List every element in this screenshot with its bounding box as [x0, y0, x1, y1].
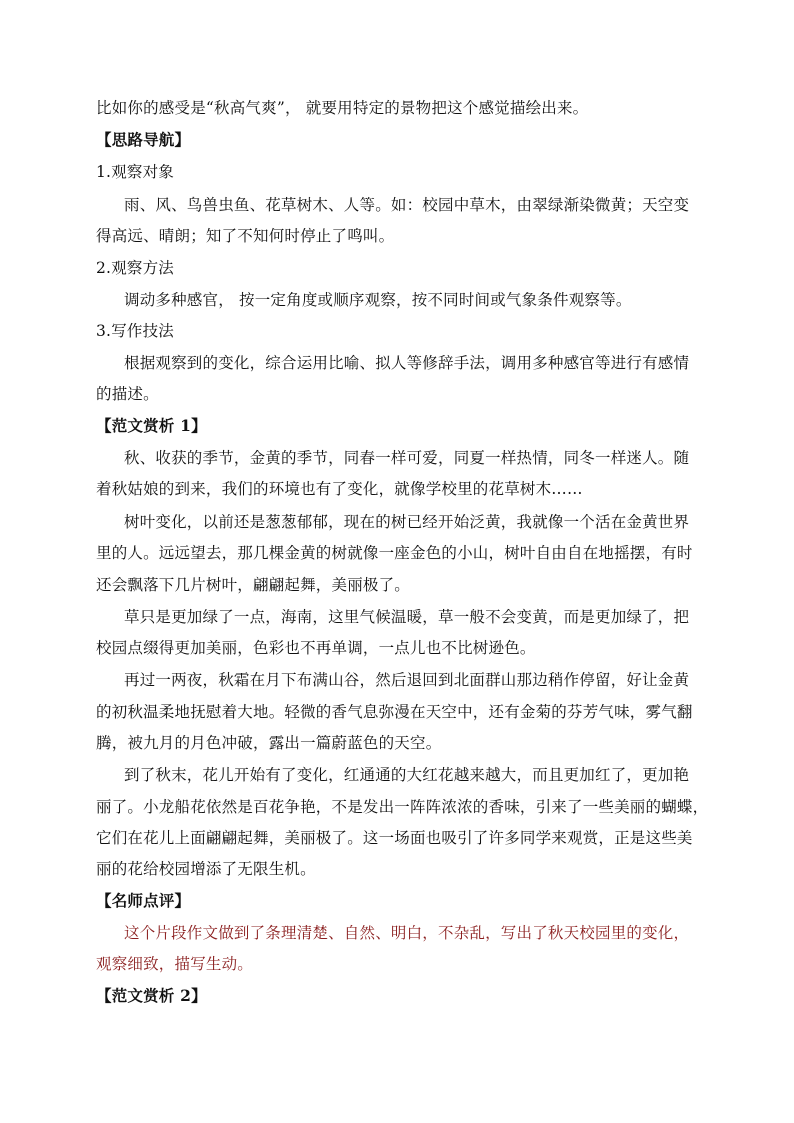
section-3-title: 3.写作技法 — [96, 322, 174, 340]
essay-1-paragraph-3-line-1: 草只是更加绿了一点，海南，这里气候温暖，草一般不会变黄，而是更加绿了，把 — [124, 608, 690, 626]
heading-teacher-comment: 【名师点评】 — [96, 891, 191, 910]
heading-sample-essay-1: 【范文赏析 1】 — [96, 416, 207, 435]
essay-1-paragraph-2-line-1: 树叶变化，以前还是葱葱郁郁，现在的树已经开始泛黄，我就像一个活在金黄世界 — [124, 513, 690, 531]
essay-1-paragraph-5-line-2: 丽了。小龙船花依然是百花争艳，不是发出一阵阵浓浓的香味，引来了一些美丽的蝴蝶， — [96, 798, 709, 816]
essay-1-paragraph-5-line-4: 丽的花给校园增添了无限生机。 — [96, 860, 316, 878]
section-2-paragraph-line-1: 调动多种感官， 按一定角度或顺序观察，按不同时间或气象条件观察等。 — [124, 291, 632, 309]
heading-thinking-guide: 【思路导航】 — [96, 130, 191, 149]
essay-1-paragraph-5-line-1: 到了秋末，花儿开始有了变化，红通通的大红花越来越大，而且更加红了，更加艳 — [124, 766, 690, 784]
essay-1-paragraph-1-line-1: 秋、收获的季节，金黄的季节，同春一样可爱，同夏一样热情，同冬一样迷人。随 — [124, 449, 690, 467]
section-3-paragraph-line-1: 根据观察到的变化，综合运用比喻、拟人等修辞手法，调用多种感官等进行有感情 — [124, 354, 690, 372]
section-3-paragraph-line-2: 的描述。 — [96, 385, 159, 403]
essay-1-paragraph-3-line-2: 校园点缀得更加美丽，色彩也不再单调，一点儿也不比树逊色。 — [96, 639, 536, 657]
section-1-paragraph-line-1: 雨、风、鸟兽虫鱼、花草树木、人等。如：校园中草木，由翠绿渐染微黄；天空变 — [124, 196, 690, 214]
essay-1-paragraph-5-line-3: 它们在花儿上面翩翩起舞，美丽极了。这一场面也吸引了许多同学来观赏，正是这些美 — [96, 829, 693, 847]
heading-sample-essay-2: 【范文赏析 2】 — [96, 986, 207, 1005]
section-2-title: 2.观察方法 — [96, 259, 174, 277]
essay-1-paragraph-2-line-2: 里的人。远远望去，那几棵金黄的树就像一座金色的小山，树叶自由自在地摇摆，有时 — [96, 544, 693, 562]
essay-1-paragraph-2-line-3: 还会飘落下几片树叶，翩翩起舞，美丽极了。 — [96, 576, 411, 594]
teacher-comment-line-2: 观察细致，描写生动。 — [96, 955, 254, 973]
essay-1-paragraph-4-line-2: 的初秋温柔地抚慰着大地。轻微的香气息弥漫在天空中，还有金菊的芬芳气味，雾气翻 — [96, 703, 693, 721]
section-1-title: 1.观察对象 — [96, 163, 174, 181]
intro-line: 比如你的感受是“秋高气爽”， 就要用特定的景物把这个感觉描绘出来。 — [96, 99, 589, 117]
essay-1-paragraph-4-line-3: 腾，被九月的月色冲破，露出一篇蔚蓝色的天空。 — [96, 734, 442, 752]
section-1-paragraph-line-2: 得高远、晴朗；知了不知何时停止了鸣叫。 — [96, 227, 395, 245]
teacher-comment-line-1: 这个片段作文做到了条理清楚、自然、明白，不杂乱，写出了秋天校园里的变化， — [124, 924, 690, 942]
essay-1-paragraph-1-line-2: 着秋姑娘的到来，我们的环境也有了变化，就像学校里的花草树木…… — [96, 480, 583, 498]
essay-1-paragraph-4-line-1: 再过一两夜，秋霜在月下布满山谷，然后退回到北面群山那边稍作停留，好让金黄 — [124, 671, 690, 689]
